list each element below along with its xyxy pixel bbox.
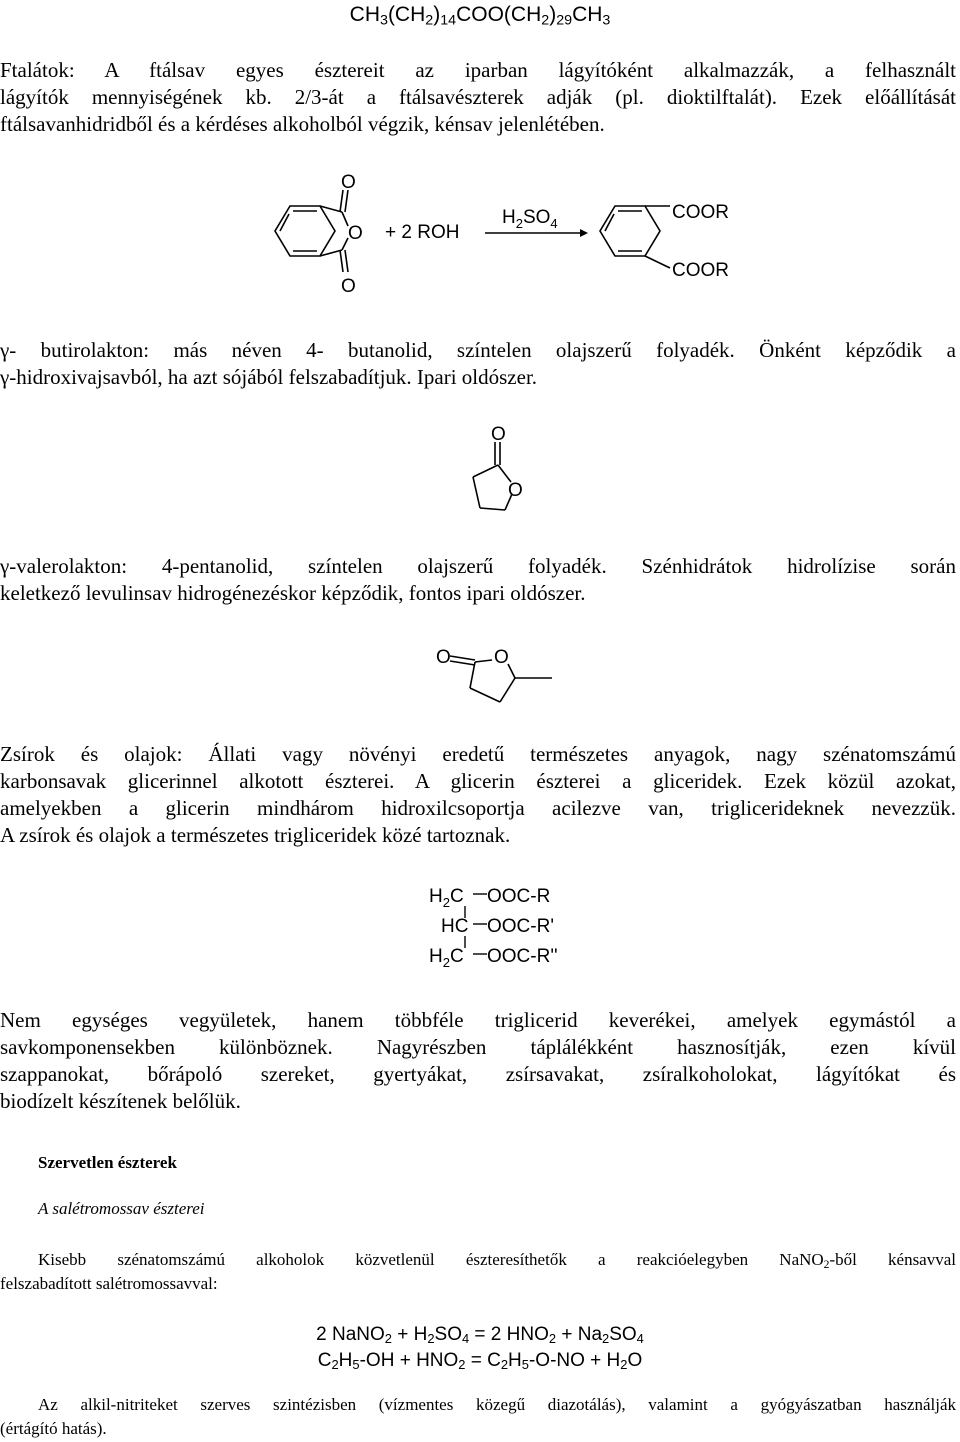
butirolakton-line: γ- butirolakton: más néven 4- butanolid, színtelen olajszerű folyadék. Önként képződik a: [0, 338, 956, 362]
triglyceride-structure: [425, 882, 585, 976]
reaction-arrow-head: [580, 229, 588, 237]
anhydride-oxygen-bottom: O: [341, 276, 356, 297]
butyrolactone-ring-oxygen: O: [508, 480, 523, 501]
catalyst-label: $H_2SO_4$: [502, 207, 558, 231]
butyrolactone-structure: [455, 420, 535, 520]
zsirok-line: Zsírok és olajok: Állati vagy növényi eredetű természetes anyagok, nagy szénatomszámú: [0, 742, 956, 766]
triglyceride-row1-carbon: $H_2C$: [429, 886, 464, 910]
product-benzene-ring: [600, 206, 660, 256]
triglyceride-row3-group: OOC-R'': [487, 946, 558, 967]
kisebb-line: Kisebb szénatomszámú alkoholok közvetlenül észteresíthetők a reakcióelegyben NaNO$_2$-ből kénsavval: [38, 1250, 956, 1271]
valerolactone-structure: [430, 636, 570, 716]
reagent-label: + 2 ROH: [385, 222, 460, 243]
triglyceride-row3-carbon: $H_2C$: [429, 946, 464, 970]
alkil-line: Az alkil-nitriteket szerves szintézisben (vízmentes közegű diazotálás), valamint a gyógyászatban használják: [38, 1395, 956, 1414]
triglyceride-row1-group: OOC-R: [487, 886, 551, 907]
nem-egyseges-line: savkomponensekben különböznek. Nagyrészben táplálékként hasznosítják, ezen kívül: [0, 1035, 956, 1059]
alkil-paragraph: [0, 1393, 956, 1441]
phthalate-reaction-diagram: [240, 168, 760, 308]
butyrolactone-carbonyl-oxygen: O: [491, 424, 506, 445]
product-coor-top: COOR: [672, 202, 729, 223]
valerolakton-line: keletkező levulinsav hidrogénezéskor képződik, fontos ipari oldószer.: [0, 581, 586, 605]
kisebb-line: felszabadított salétromossavval:: [0, 1274, 218, 1293]
butirolakton-paragraph: [0, 337, 956, 391]
anhydride-oxygen-ring: O: [348, 223, 363, 244]
equation-2: $C_2H_5-OH + HNO_2 = C_2H_5-O-NO + H_2O$: [317, 1350, 643, 1373]
benzene-ring: [275, 206, 335, 256]
ftalatok-line: Ftalátok: A ftálsav egyes észtereit az iparban lágyítóként alkalmazzák, a felhasznált: [0, 58, 956, 82]
subsection-heading: A salétromossav észterei: [38, 1199, 205, 1218]
ftalatok-paragraph: [0, 57, 956, 138]
top-formula: $CH_3(CH_2)_{14}COO(CH_2)_{29}CH_3$: [349, 3, 611, 29]
equation-1: 2 NaNO$_2$ + $H_2SO_4 = 2$ $HNO_2 + Na_2SO_4$: [316, 1324, 644, 1347]
butirolakton-line: γ-hidroxivajsavból, ha azt sójából felszabadítjuk. Ipari oldószer.: [0, 365, 538, 389]
product-coor-bottom: COOR: [672, 260, 729, 281]
ftalatok-line: ftálsavanhidridből és a kérdéses alkoholból végzik, kénsav jelenlétében.: [0, 112, 605, 136]
triglyceride-row2-group: OOC-R': [487, 916, 554, 937]
anhydride-oxygen-top: O: [341, 172, 356, 193]
ftalatok-line: lágyítók mennyiségének kb. 2/3-át a ftálsavészterek adják (pl. dioktilftalát). Ezek előállítását: [0, 85, 956, 109]
zsirok-line: amelyekben a glicerin mindhárom hidroxilcsoportja acilezve van, triglicerideknek nevezzük.: [0, 796, 956, 820]
nem-egyseges-line: Nem egységes vegyületek, hanem többféle triglicerid keverékei, amelyek egymástól a: [0, 1008, 956, 1032]
kisebb-paragraph: [0, 1248, 956, 1296]
nem-egyseges-paragraph: [0, 1007, 956, 1115]
zsirok-line: A zsírok és olajok a természetes trigliceridek közé tartoznak.: [0, 823, 511, 847]
valerolactone-carbonyl-oxygen: O: [436, 647, 451, 668]
nem-egyseges-line: szappanokat, bőrápoló szereket, gyertyákat, zsírsavakat, zsíralkoholokat, lágyítókat és: [0, 1062, 956, 1086]
valerolakton-line: γ-valerolakton: 4-pentanolid, színtelen olajszerű folyadék. Szénhidrátok hidrolízise során: [0, 554, 956, 578]
triglyceride-row2-carbon: HC: [441, 916, 469, 937]
alkil-line: (értágító hatás).: [0, 1419, 107, 1438]
zsirok-line: karbonsavak glicerinnel alkotott észterei. A glicerin észterei a gliceridek. Ezek közül azokat,: [0, 769, 956, 793]
section-heading: Szervetlen észterek: [38, 1153, 177, 1172]
valerolactone-ring-oxygen: O: [494, 647, 509, 668]
nem-egyseges-line: biodízelt készítenek belőlük.: [0, 1089, 241, 1113]
zsirok-paragraph: [0, 741, 956, 849]
valerolakton-paragraph: [0, 553, 956, 607]
